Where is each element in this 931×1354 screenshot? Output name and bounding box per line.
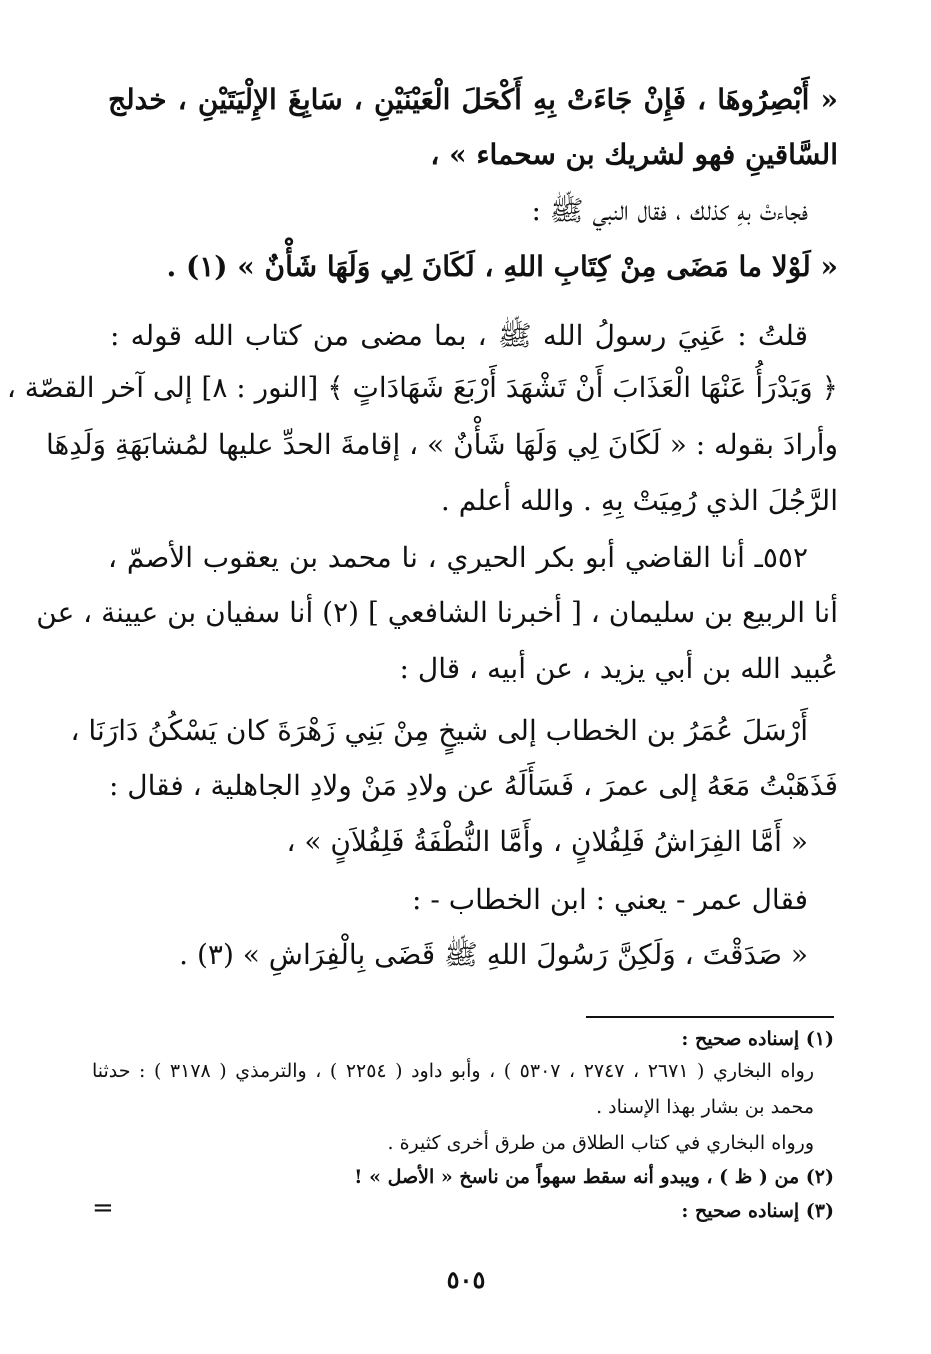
narration-line: أَرْسَلَ عُمَرُ بن الخطاب إلى شيخٍ مِنْ بَنِي زَهْرَةَ كان يَسْكُنُ دَارَنَا ، [70,714,808,747]
quote-line: « أَمَّا الفِرَاشُ فَلِفُلانٍ ، وأَمَّا النُّطْفَةُ فَلِفُلاَنٍ » ، [286,825,808,858]
footnote-line: محمد بن بشار بهذا الإسناد . [596,1096,814,1118]
hadith-text-line: « أَبْصِرُوهَا ، فَإِنْ جَاءَتْ بِهِ أَكْحَلَ الْعَيْنَيْنِ ، سَابِغَ الإِلْيَتَيْنِ ، خدلج [108,83,838,116]
prophet-quote-line: « لَوْلا ما مَضَى مِنْ كِتَابِ اللهِ ، لَكَانَ لِي وَلَهَا شَأْنٌ » (١) . [166,250,838,283]
narration-line: فجاءتْ بهِ كذلك ، فقال النبي ﷺ : [531,194,808,227]
commentary-line: الرَّجُلَ الذي رُمِيَتْ بِهِ . والله أعلم . [440,484,838,517]
quote-line: « صَدَقْتَ ، وَلَكِنَّ رَسُولَ اللهِ ﷺ قَضَى بِالْفِرَاشِ » (٣) . [179,938,808,971]
commentary-line: قلتُ : عَنِيَ رسولُ الله ﷺ ، بما مضى من كتاب الله قوله : [110,319,808,352]
page-number: ٥٠٥ [446,1265,486,1294]
footnote-line: (٢) من ( ظ ) ، ويبدو أنه سقط سهواً من ناسخ « الأصل » ! [354,1166,834,1188]
commentary-line: وأرادَ بقوله : « لَكَانَ لِي وَلَهَا شَأْنٌ » ، إقامةَ الحدِّ عليها لمُشابَهَةِ وَلَدِهَا [45,428,838,461]
isnad-line: ٥٥٢ـ أنا القاضي أبو بكر الحيري ، نا محمد بن يعقوب الأصمّ ، [108,541,808,574]
footnote-line: رواه البخاري ( ٢٦٧١ ، ٢٧٤٧ ، ٥٣٠٧ ) ، وأبو داود ( ٢٢٥٤ ) ، والترمذي ( ٣١٧٨ ) : حدثنا [92,1060,814,1082]
hadith-text-line: السَّاقينِ فهو لشريك بن سحماء » ، [430,138,838,171]
isnad-line: عُبيد الله بن أبي يزيد ، عن أبيه ، قال : [399,652,838,685]
footnote-line: ورواه البخاري في كتاب الطلاق من طرق أخرى كثيرة . [387,1132,814,1154]
narration-line: فَذَهَبْتُ مَعَهُ إلى عمرَ ، فَسَأَلَهُ عن ولادِ مَنْ ولادِ الجاهلية ، فقال : [108,769,838,802]
continuation-mark: = [92,1193,114,1223]
footnote-heading: (٣) إسناده صحيح : [681,1200,834,1222]
narration-line: فقال عمر - يعني : ابن الخطاب - : [412,883,808,916]
footnote-separator [586,1016,834,1018]
footnote-heading: (١) إسناده صحيح : [681,1028,834,1050]
isnad-line: أنا الربيع بن سليمان ، [ أخبرنا الشافعي ] (٢) أنا سفيان بن عيينة ، عن [36,596,838,629]
quran-verse-line: ﴿ وَيَدْرَأُ عَنْهَا الْعَذَابَ أَنْ تَشْهَدَ أَرْبَعَ شَهَادَاتٍ ﴾ [النور : ٨] إلى آخر القصّة ، [6,371,838,404]
